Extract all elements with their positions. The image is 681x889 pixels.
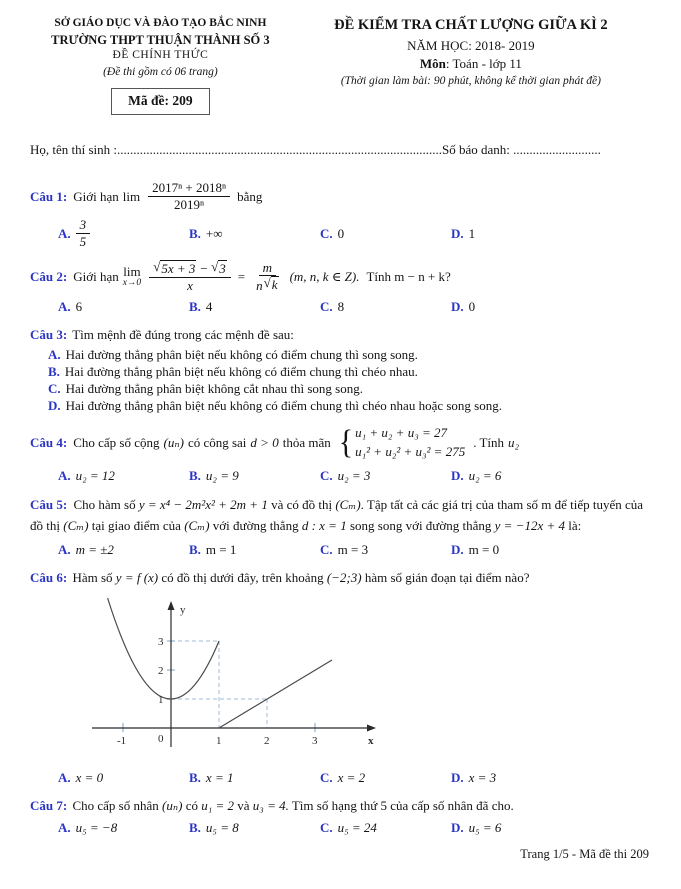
question-label: Câu 6: bbox=[30, 570, 68, 585]
option-letter: A. bbox=[58, 820, 71, 836]
limit-word: lim bbox=[123, 263, 141, 279]
line-segment bbox=[219, 660, 332, 728]
stem-text: và có đồ thị bbox=[271, 497, 333, 513]
curve-symbol: (Cₘ) bbox=[63, 518, 89, 534]
fraction-numerator: 3 bbox=[76, 217, 91, 234]
option-letter: A. bbox=[58, 770, 71, 786]
equation-system bbox=[339, 424, 465, 462]
option-text: x = 2 bbox=[337, 770, 366, 786]
option-letter: D. bbox=[48, 397, 61, 413]
stem-text: có bbox=[185, 797, 198, 813]
question-4-options bbox=[30, 467, 651, 485]
option-letter: C. bbox=[320, 225, 333, 241]
option-b bbox=[189, 541, 320, 559]
x-tick-label-minus1: -1 bbox=[117, 734, 127, 747]
option-letter: D. bbox=[451, 467, 464, 483]
question-5-stem bbox=[30, 494, 651, 536]
question-label: Câu 5: bbox=[30, 497, 68, 513]
option-text: u₅ = 6 bbox=[468, 820, 502, 836]
option-letter: C. bbox=[320, 299, 333, 315]
option-letter: D. bbox=[451, 542, 464, 558]
stem-text: là: bbox=[568, 518, 582, 534]
fraction-denominator: x bbox=[187, 277, 193, 293]
question-2-stem bbox=[30, 260, 651, 294]
question-4-stem bbox=[30, 424, 651, 462]
fraction-numerator: m bbox=[259, 260, 276, 277]
fraction-denominator bbox=[252, 276, 282, 293]
option-text: 1 bbox=[468, 225, 476, 241]
stem-text: tại giao điểm của bbox=[91, 518, 181, 534]
option-text: u₂ = 9 bbox=[205, 467, 239, 483]
equals-sign: = bbox=[237, 268, 246, 284]
option-text: u₂ = 3 bbox=[337, 467, 371, 483]
sqrt-expression bbox=[211, 260, 227, 277]
school-year: NĂM HỌC: 2018- 2019 bbox=[407, 37, 535, 53]
option-a bbox=[58, 541, 189, 559]
fraction bbox=[252, 260, 282, 294]
option-d bbox=[451, 225, 475, 243]
radical-sign: √ bbox=[211, 258, 219, 274]
x-axis-label: x bbox=[368, 734, 374, 747]
question-7-stem bbox=[30, 797, 651, 815]
option-c bbox=[320, 467, 451, 485]
stem-text: thỏa mãn bbox=[282, 435, 331, 451]
option-text: 4 bbox=[205, 299, 213, 315]
y-axis-arrow bbox=[168, 601, 175, 610]
option-text: +∞ bbox=[205, 225, 223, 241]
option-letter: A. bbox=[48, 346, 61, 362]
y-tick-label-1: 1 bbox=[158, 693, 164, 706]
stem-text: Cho cấp số cộng bbox=[73, 435, 160, 451]
sqrt-expression bbox=[153, 260, 196, 277]
option-d bbox=[451, 467, 501, 485]
duration-note: (Thời gian làm bài: 90 phút, không kể thời gian phát đề) bbox=[340, 74, 601, 87]
radical-sign: √ bbox=[153, 258, 161, 274]
y-axis-label: y bbox=[180, 603, 186, 616]
option-d bbox=[451, 541, 499, 559]
option-text: x = 0 bbox=[75, 770, 104, 786]
option-a bbox=[58, 819, 189, 837]
sequence-symbol: (uₙ) bbox=[162, 797, 183, 813]
option-b bbox=[189, 467, 320, 485]
subject-line bbox=[291, 55, 651, 73]
option-letter: C. bbox=[320, 542, 333, 558]
question-label: Câu 1: bbox=[30, 188, 68, 204]
option-letter: A. bbox=[58, 225, 71, 241]
radicand: k bbox=[271, 277, 278, 293]
curve-symbol: (Cₘ) bbox=[184, 518, 210, 534]
question-label: Câu 7: bbox=[30, 797, 68, 813]
option-a bbox=[58, 217, 189, 249]
question-7-options bbox=[30, 819, 651, 837]
parabola-curve bbox=[108, 598, 219, 699]
subject-label: Môn bbox=[419, 56, 446, 72]
option-d bbox=[451, 819, 501, 837]
option-a bbox=[48, 346, 651, 363]
exam-title: ĐỀ KIỂM TRA CHẤT LƯỢNG GIỮA KÌ 2 bbox=[334, 17, 608, 33]
dashed-guides bbox=[171, 641, 267, 728]
option-text: Hai đường thẳng phân biệt nếu không có điểm chung thì chéo nhau. bbox=[64, 363, 418, 379]
stem-text: có đồ thị dưới đây, trên khoảng bbox=[161, 570, 324, 585]
x-tick-label-1: 1 bbox=[216, 734, 222, 747]
graph-svg bbox=[74, 595, 384, 760]
function-formula: y = x⁴ − 2m²x² + 2m + 1 bbox=[138, 497, 268, 513]
fraction-denominator: 5 bbox=[79, 233, 87, 249]
stem-text: Cho cấp số nhân bbox=[72, 797, 159, 813]
function-symbol: y = f (x) bbox=[115, 570, 159, 585]
department-name: SỞ GIÁO DỤC VÀ ĐÀO TẠO BẮC NINH bbox=[54, 17, 267, 29]
option-d bbox=[451, 769, 496, 787]
axes bbox=[92, 607, 370, 747]
question-1-options bbox=[30, 217, 651, 249]
system-equations bbox=[353, 424, 465, 462]
option-letter: D. bbox=[451, 225, 464, 241]
option-c bbox=[320, 819, 451, 837]
option-c bbox=[320, 225, 451, 243]
stem-text: hàm số gián đoạn tại điểm nào? bbox=[364, 570, 530, 585]
option-text: u₅ = 8 bbox=[205, 820, 239, 836]
option-b bbox=[189, 225, 320, 243]
option-b bbox=[48, 363, 651, 380]
y-tick-label-2: 2 bbox=[158, 664, 164, 677]
option-letter: C. bbox=[48, 380, 61, 396]
option-d bbox=[451, 298, 475, 316]
question-3-stem bbox=[30, 326, 651, 344]
radical-sign: √ bbox=[263, 275, 271, 291]
question-3 bbox=[30, 326, 651, 414]
option-text: m = ±2 bbox=[75, 542, 114, 558]
option-letter: C. bbox=[320, 820, 333, 836]
question-label: Câu 3: bbox=[30, 326, 68, 342]
x-tick-label-3: 3 bbox=[312, 734, 318, 747]
option-text: Hai đường thẳng phân biệt nếu không có điểm chung thì chéo nhau hoặc song song. bbox=[65, 397, 502, 413]
question-5-options bbox=[30, 541, 651, 559]
student-name-label: Họ, tên thí sinh : bbox=[30, 141, 118, 157]
fraction-denominator: 2019ⁿ bbox=[174, 196, 205, 212]
system-equation-1: u₁ + u₂ + u₃ = 27 bbox=[355, 425, 448, 441]
y-tick-label-3: 3 bbox=[158, 635, 164, 648]
fraction-numerator bbox=[149, 260, 231, 278]
option-c bbox=[48, 380, 651, 397]
minus-sign: − bbox=[199, 261, 209, 277]
option-letter: B. bbox=[189, 770, 201, 786]
page-header bbox=[30, 16, 651, 115]
term-value: u₁ = 2 bbox=[201, 797, 235, 813]
page-count-note: (Đề thi gồm có 06 trang) bbox=[103, 65, 218, 78]
option-c bbox=[320, 541, 451, 559]
stem-text: . Tính bbox=[473, 435, 505, 451]
option-text: m = 1 bbox=[205, 542, 237, 558]
candidate-number-label: Số báo danh: bbox=[442, 141, 510, 157]
subject-value: : Toán - lớp 11 bbox=[445, 56, 522, 72]
option-letter: B. bbox=[48, 363, 60, 379]
common-difference: d > 0 bbox=[250, 435, 279, 451]
option-text: 0 bbox=[468, 299, 476, 315]
student-info-line bbox=[30, 141, 651, 159]
fraction-numerator: 2017ⁿ + 2018ⁿ bbox=[148, 180, 230, 197]
stem-text: và bbox=[237, 797, 250, 813]
question-2-options bbox=[30, 298, 651, 316]
option-c bbox=[320, 769, 451, 787]
stem-text: Tính m − n + k? bbox=[366, 268, 451, 284]
option-text: x = 3 bbox=[468, 770, 497, 786]
option-letter: C. bbox=[320, 770, 333, 786]
option-a bbox=[58, 769, 189, 787]
option-letter: C. bbox=[320, 467, 333, 483]
option-text: m = 3 bbox=[337, 542, 369, 558]
option-text: u₅ = −8 bbox=[75, 820, 118, 836]
system-equation-2: u₁² + u₂² + u₃² = 275 bbox=[355, 443, 466, 459]
graph-labels bbox=[117, 604, 374, 747]
question-2 bbox=[30, 260, 651, 316]
exam-code-box: Mã đề: 209 bbox=[111, 88, 210, 114]
stem-text: Hàm số bbox=[72, 570, 113, 585]
option-text: Hai đường thẳng phân biệt không cắt nhau thì song song. bbox=[65, 380, 363, 396]
fraction bbox=[76, 217, 91, 249]
school-name: TRƯỜNG THPT THUẬN THÀNH SỐ 3 bbox=[51, 32, 270, 47]
curve-symbol: (Cₘ) bbox=[335, 497, 361, 513]
question-4 bbox=[30, 424, 651, 484]
header-school-block bbox=[30, 16, 291, 115]
stem-text: Tìm mệnh đề đúng trong các mệnh đề sau: bbox=[72, 326, 294, 342]
option-letter: A. bbox=[58, 299, 71, 315]
stem-text: . Tập tất cả các giá trị của tham số m để tiếp tuyến của đồ thị bbox=[30, 497, 644, 534]
option-letter: D. bbox=[451, 299, 464, 315]
question-6 bbox=[30, 569, 651, 787]
stem-text: Giới hạn bbox=[73, 268, 119, 284]
interval: (−2;3) bbox=[326, 570, 362, 585]
option-letter: D. bbox=[451, 820, 464, 836]
option-b bbox=[189, 769, 320, 787]
option-text: m = 0 bbox=[468, 542, 500, 558]
line-equation: y = −12x + 4 bbox=[494, 518, 565, 534]
option-text: u₂ = 12 bbox=[75, 467, 115, 483]
official-exam-label: ĐỀ CHÍNH THỨC bbox=[112, 49, 209, 62]
fraction bbox=[149, 260, 231, 294]
candidate-number-field: ........................... bbox=[513, 141, 601, 157]
x-tick-label-2: 2 bbox=[264, 734, 270, 747]
option-text: 8 bbox=[337, 299, 345, 315]
option-b bbox=[189, 298, 320, 316]
option-letter: B. bbox=[189, 299, 201, 315]
option-letter: B. bbox=[189, 542, 201, 558]
option-letter: B. bbox=[189, 467, 201, 483]
stem-text: Cho hàm số bbox=[73, 497, 136, 513]
condition-text: (m, n, k ∈ Z). bbox=[289, 268, 360, 284]
option-text: 0 bbox=[337, 225, 345, 241]
question-6-stem bbox=[30, 569, 651, 587]
question-1 bbox=[30, 180, 651, 249]
x-axis-arrow bbox=[367, 724, 376, 731]
option-d bbox=[48, 397, 651, 414]
header-title-block bbox=[291, 16, 651, 115]
option-letter: A. bbox=[58, 467, 71, 483]
limit-subscript: x→0 bbox=[122, 277, 142, 288]
system-brace: { bbox=[338, 424, 354, 462]
question-1-stem bbox=[30, 180, 651, 212]
option-b bbox=[189, 819, 320, 837]
term-symbol: u₂ bbox=[508, 435, 520, 451]
student-name-field: .................................................................................................... bbox=[117, 141, 443, 157]
limit-operator: lim bbox=[122, 188, 141, 204]
option-text: u₅ = 24 bbox=[337, 820, 377, 836]
sqrt-expression bbox=[264, 276, 279, 293]
option-text: u₂ = 6 bbox=[468, 467, 502, 483]
stem-text: song song với đường thẳng bbox=[349, 518, 492, 534]
question-label: Câu 4: bbox=[30, 435, 68, 451]
option-text: Hai đường thẳng phân biệt nếu không có điểm chung thì song song. bbox=[65, 346, 418, 362]
question-3-options bbox=[30, 346, 651, 415]
stem-text: Giới hạn bbox=[73, 188, 119, 204]
page-footer: Trang 1/5 - Mã đề thi 209 bbox=[520, 847, 649, 862]
option-a bbox=[58, 467, 189, 485]
question-6-options bbox=[30, 769, 651, 787]
stem-text: với đường thẳng bbox=[212, 518, 299, 534]
option-text: x = 1 bbox=[205, 770, 234, 786]
option-letter: D. bbox=[451, 770, 464, 786]
origin-label: 0 bbox=[158, 732, 164, 745]
sequence-symbol: (uₙ) bbox=[163, 435, 184, 451]
question-5 bbox=[30, 494, 651, 559]
function-graph bbox=[74, 595, 651, 765]
stem-text: Tìm số hạng thứ 5 của cấp số nhân đã cho. bbox=[291, 797, 514, 813]
denominator-coefficient: n bbox=[256, 277, 263, 293]
radicand: 3 bbox=[219, 260, 226, 276]
question-7 bbox=[30, 797, 651, 837]
stem-text: có công sai bbox=[187, 435, 247, 451]
fraction bbox=[148, 180, 230, 212]
option-letter: B. bbox=[189, 820, 201, 836]
line-equation: d : x = 1 bbox=[301, 518, 347, 534]
option-a bbox=[58, 298, 189, 316]
option-text: 6 bbox=[75, 299, 83, 315]
limit-operator bbox=[123, 265, 141, 289]
option-c bbox=[320, 298, 451, 316]
term-value: u₃ = 4. bbox=[252, 797, 289, 813]
option-letter: B. bbox=[189, 225, 201, 241]
option-letter: A. bbox=[58, 542, 71, 558]
radicand: 5x + 3 bbox=[161, 260, 196, 276]
question-label: Câu 2: bbox=[30, 268, 68, 284]
stem-text: bằng bbox=[237, 188, 263, 204]
